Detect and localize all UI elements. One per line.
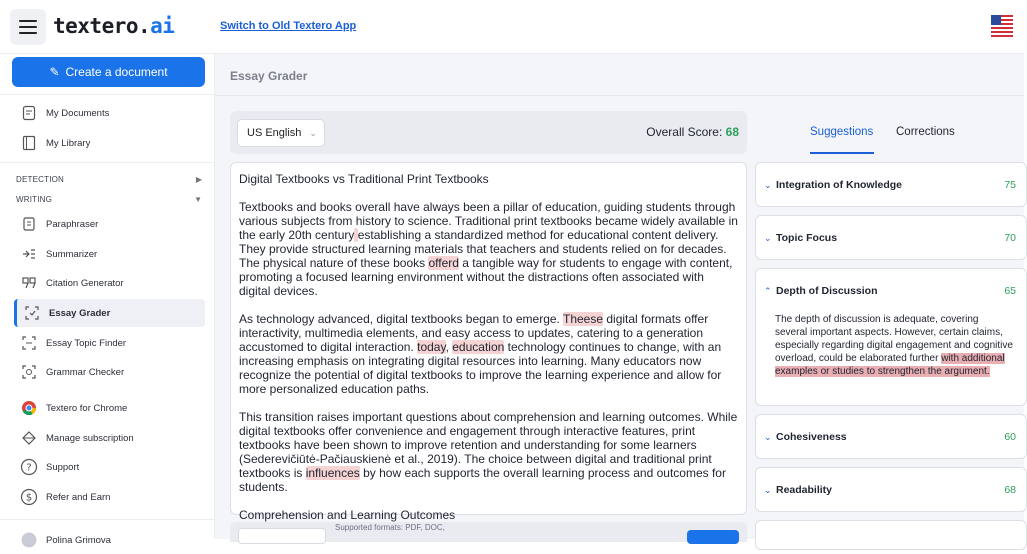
sidebar-item-essay-topic-finder[interactable]: Essay Topic Finder: [14, 329, 205, 357]
tab-suggestions[interactable]: Suggestions: [810, 126, 874, 138]
top-bar: [0, 0, 1024, 54]
hamburger-menu-button[interactable]: [10, 9, 46, 45]
overall-score: Overall Score: 68: [646, 125, 739, 139]
suggestion-text: The depth of discussion is adequate, covering several important aspects. However, certain claims, especially regarding digital engagement and cognitive overload, could be elaborated further with additional examples or studies to strengthen the argument.: [775, 314, 1013, 377]
library-icon: [18, 132, 40, 154]
quote-icon: [18, 272, 40, 294]
sidebar-item-grammar-checker[interactable]: Grammar Checker: [14, 358, 205, 386]
supported-formats: Supported formats: PDF, DOC,: [335, 523, 445, 532]
avatar: [18, 529, 40, 551]
highlighted-error[interactable]: offerd: [428, 255, 459, 270]
main-area: [215, 54, 1024, 539]
sidebar-item-textero-chrome[interactable]: Textero for Chrome: [14, 394, 205, 422]
chevron-down-icon: ⌄: [309, 127, 317, 138]
sidebar-item-summarizer[interactable]: Summarizer: [14, 240, 205, 268]
suggestion-card-topic-focus[interactable]: ⌄ Topic Focus 70: [755, 215, 1027, 260]
essay-paragraph: This transition raises important questions about comprehension and learning outcomes. While digital textbooks offer convenience and engagement through interactive features, print textbooks have been shown to improve retention and understanding for some learners (Sederevičiūtė-Pačiauskienė et al., 2019). The choice between digital and traditional print textbooks is influences by how each supports the overall learning process and outcomes for students.: [239, 409, 738, 495]
sidebar: [0, 54, 215, 546]
chevron-right-icon[interactable]: ▶: [195, 175, 202, 184]
sidebar-item-my-library[interactable]: My Library: [14, 129, 205, 157]
topic-icon: [18, 332, 40, 354]
chevron-down-icon: ⌄: [764, 484, 772, 495]
language-select[interactable]: US English ⌄: [237, 119, 325, 147]
svg-text:?: ?: [26, 462, 32, 474]
suggestion-card-readability[interactable]: ⌄ Readability 68: [755, 467, 1027, 512]
chevron-down-icon[interactable]: ▼: [194, 195, 202, 204]
document-icon: [18, 102, 40, 124]
us-flag-icon[interactable]: [991, 15, 1013, 37]
sidebar-item-my-documents[interactable]: My Documents: [14, 99, 205, 127]
sidebar-item-support[interactable]: ? Support: [14, 453, 205, 481]
dollar-icon: [18, 486, 40, 508]
detection-section[interactable]: DETECTION: [16, 175, 65, 184]
app-logo[interactable]: textero.ai: [53, 14, 175, 38]
suggestion-card-more[interactable]: [755, 520, 1027, 550]
highlighted-error[interactable]: influences: [305, 466, 360, 481]
paraphrase-icon: [18, 213, 40, 235]
summarize-icon: [18, 243, 40, 265]
highlighted-error[interactable]: education: [452, 339, 505, 354]
sidebar-item-paraphraser[interactable]: Paraphraser: [14, 210, 205, 238]
create-document-button[interactable]: ✎ Create a document: [12, 57, 205, 87]
grammar-icon: [18, 361, 40, 383]
chrome-icon: [18, 397, 40, 419]
essay-paragraph: As technology advanced, digital textbooks began to emerge. Theese digital formats offer interactivity, multimedia elements, and easy access to updates, catering to a generation accustomed to digital interaction. today, education technology continues to change, with an increasing emphasis on integrating digital resources into learning. Many educators now recognize the potential of digital textbooks to improve the learning experience and allow for more personalized education paths.: [239, 311, 722, 397]
sidebar-item-essay-grader[interactable]: Essay Grader: [14, 299, 205, 327]
svg-text:$: $: [25, 492, 33, 504]
grader-icon: [21, 302, 43, 324]
switch-old-app-link[interactable]: Switch to Old Textero App: [220, 20, 357, 32]
chevron-down-icon: ⌄: [764, 232, 772, 243]
sidebar-item-manage-subscription[interactable]: Manage subscription: [14, 424, 205, 452]
tab-corrections[interactable]: Corrections: [896, 126, 955, 138]
essay-title: Digital Textbooks vs Traditional Print Textbooks: [239, 172, 489, 186]
sidebar-item-citation-generator[interactable]: Citation Generator: [14, 269, 205, 297]
editor-footer: [230, 522, 747, 542]
suggestion-card-cohesiveness[interactable]: ⌄ Cohesiveness 60: [755, 414, 1027, 459]
help-icon: [18, 456, 40, 478]
essay-editor[interactable]: [230, 162, 747, 522]
writing-section[interactable]: WRITING: [16, 195, 53, 204]
upload-chip[interactable]: [238, 528, 326, 544]
highlighted-error[interactable]: today: [417, 339, 446, 354]
highlighted-error[interactable]: Theese: [563, 311, 604, 326]
suggestion-card-depth[interactable]: ⌃ Depth of Discussion 65 The depth of discussion is adequate, covering several important aspects. However, certain claims, especially regarding digital engagement and cognitive overload, could be elaborated further with additional examples or studies to strengthen the argument.: [755, 268, 1027, 406]
diamond-icon: [18, 427, 40, 449]
pencil-icon: ✎: [49, 65, 60, 79]
chevron-up-icon: ⌃: [764, 285, 772, 296]
chevron-down-icon: ⌄: [764, 431, 772, 442]
essay-subheading: Comprehension and Learning Outcomes: [239, 507, 456, 522]
essay-paragraph: Textbooks and books overall have always been a pillar of education, guiding students through various subjects from history to science. Traditional print textbooks became widely available in the early 20th century establishing a standardized method for educational content delivery. They provide structured learning materials that teachers and students relied on for decades. The physical nature of these books offerd a tangible way for students to engage with content, promoting a focused learning environment without the distractions often associated with digital devices.: [239, 199, 738, 299]
page-title: Essay Grader: [230, 69, 308, 83]
panel-tabs: [755, 114, 1013, 154]
user-profile[interactable]: Polina Grimova: [14, 526, 205, 554]
grade-button[interactable]: [687, 530, 739, 544]
grader-toolbar: [230, 111, 747, 154]
chevron-down-icon: ⌄: [764, 179, 772, 190]
sidebar-item-refer-earn[interactable]: $ Refer and Earn: [14, 483, 205, 511]
suggestion-card-integration[interactable]: ⌄ Integration of Knowledge 75: [755, 162, 1027, 207]
